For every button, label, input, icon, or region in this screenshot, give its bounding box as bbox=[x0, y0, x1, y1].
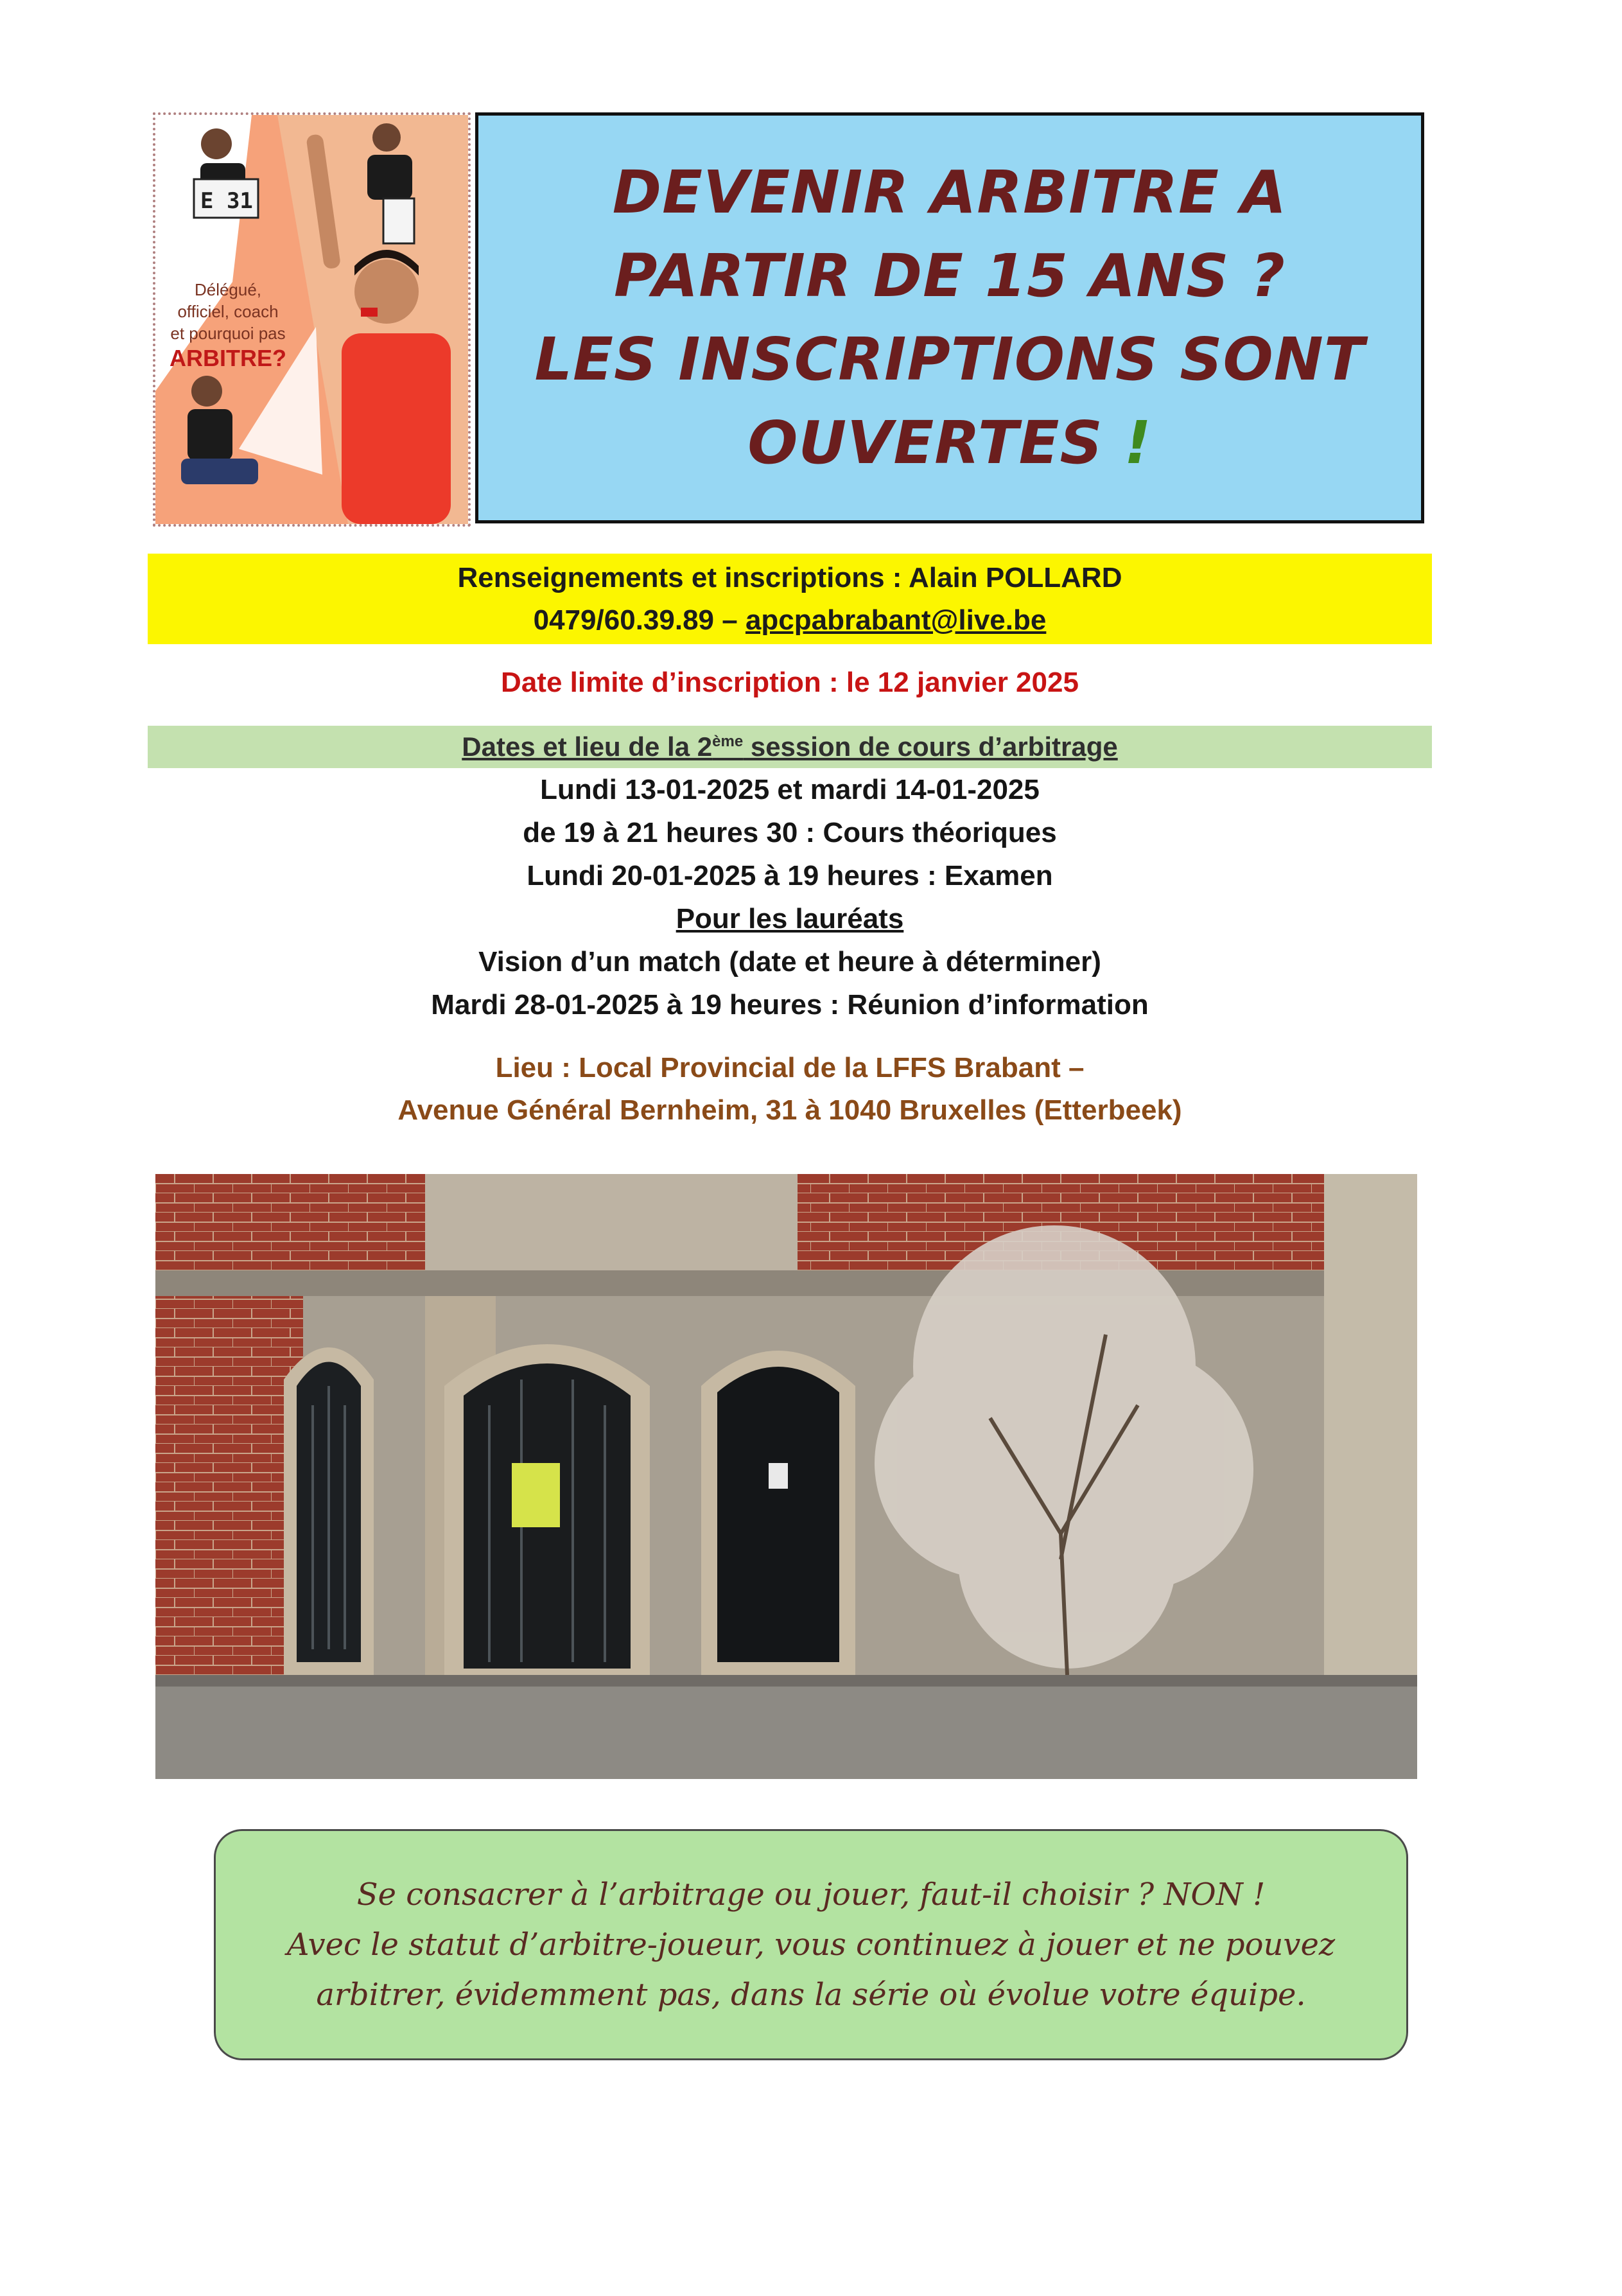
title-line: PARTIR DE 15 ANS ? bbox=[614, 241, 1286, 310]
location-line: Lieu : Local Provincial de la LFFS Brabant – bbox=[495, 1052, 1085, 1083]
schedule-line: de 19 à 21 heures 30 : Cours théoriques bbox=[523, 817, 1057, 848]
registration-deadline: Date limite d’inscription : le 12 janvier 2025 bbox=[501, 667, 1079, 698]
player-referee-note bbox=[214, 1829, 1408, 2060]
schedule-line: Vision d’un match (date et heure à déterminer) bbox=[478, 946, 1101, 977]
session-heading bbox=[462, 732, 1117, 762]
svg-text:E 31: E 31 bbox=[200, 188, 253, 214]
location bbox=[148, 1047, 1432, 1132]
caption-line: et pourquoi pas bbox=[170, 324, 286, 343]
note-line: Se consacrer à l’arbitrage ou jouer, faut-il choisir ? NON ! bbox=[356, 1877, 1266, 1913]
contact-email-link[interactable]: apcpabrabant@live.be bbox=[745, 604, 1047, 636]
laureates-heading bbox=[148, 897, 1432, 940]
session-band bbox=[148, 726, 1432, 768]
location-line: Avenue Général Bernheim, 31 à 1040 Bruxelles (Etterbeek) bbox=[397, 1094, 1182, 1126]
note-line: arbitrer, évidemment pas, dans la série où évolue votre équipe. bbox=[316, 1977, 1306, 2013]
note-line: Avec le statut d’arbitre-joueur, vous continuez à jouer et ne pouvez bbox=[286, 1927, 1336, 1963]
laureates-heading-text: Pour les lauréats bbox=[676, 903, 904, 934]
building-facade-illustration bbox=[155, 1174, 1417, 1779]
title-line bbox=[747, 401, 1152, 485]
caption-highlight: ARBITRE? bbox=[170, 345, 286, 371]
contact-band bbox=[148, 554, 1432, 644]
title-line: LES INSCRIPTIONS SONT bbox=[534, 325, 1365, 394]
schedule-line: Mardi 28-01-2025 à 19 heures : Réunion d’information bbox=[431, 989, 1149, 1021]
caption-line: officiel, coach bbox=[177, 302, 279, 321]
session-heading-sup: ème bbox=[712, 733, 744, 750]
session-schedule bbox=[148, 768, 1432, 1026]
title-box bbox=[475, 112, 1424, 523]
referee-collage-image bbox=[153, 112, 471, 527]
caption-line: Délégué, bbox=[194, 280, 262, 299]
title-line: DEVENIR ARBITRE A bbox=[612, 158, 1287, 227]
contact-details bbox=[534, 599, 1047, 642]
collage-caption bbox=[161, 279, 295, 372]
session-heading-text: Dates et lieu de la 2 bbox=[462, 732, 713, 762]
schedule-line: Lundi 13-01-2025 et mardi 14-01-2025 bbox=[540, 774, 1040, 805]
building-photo bbox=[155, 1174, 1417, 1779]
schedule-line: Lundi 20-01-2025 à 19 heures : Examen bbox=[527, 860, 1053, 891]
session-heading-text: session de cours d’arbitrage bbox=[743, 732, 1118, 762]
title-last-word: OUVERTES bbox=[747, 408, 1124, 477]
contact-name: Renseignements et inscriptions : Alain POLLARD bbox=[457, 561, 1122, 593]
contact-phone: 0479/60.39.89 – bbox=[533, 604, 746, 636]
title-exclamation: ! bbox=[1124, 408, 1152, 477]
